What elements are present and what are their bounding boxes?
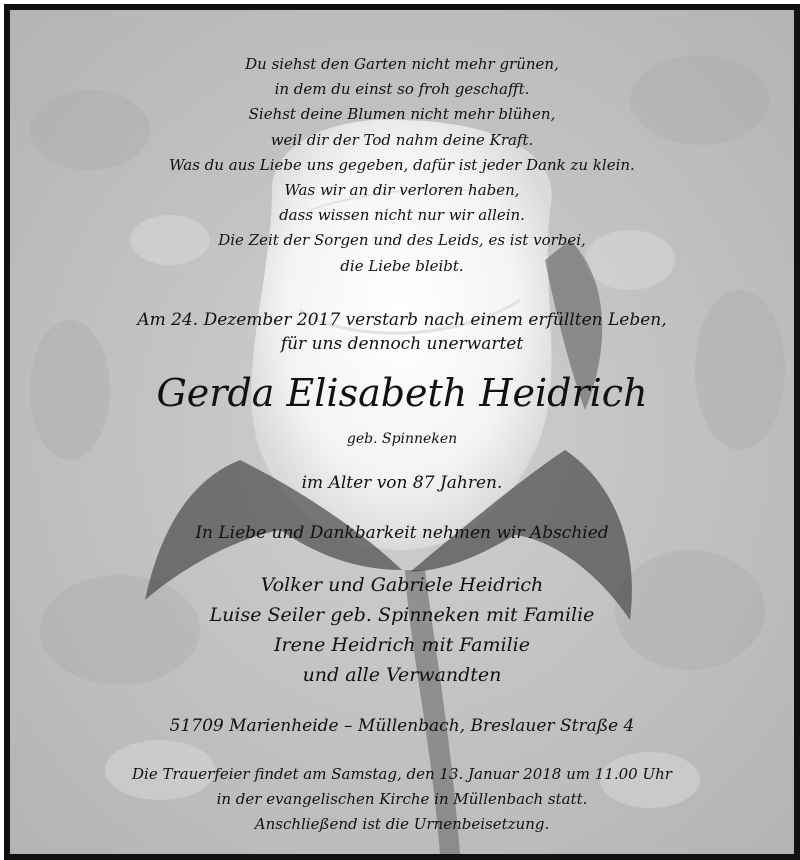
poem-line: Siehst deine Blumen nicht mehr blühen, (248, 105, 556, 124)
death-announcement (10, 308, 794, 356)
farewell-line: In Liebe und Dankbarkeit nehmen wir Abschied (195, 523, 609, 543)
poem-line: Du siehst den Garten nicht mehr grünen, (245, 55, 559, 73)
birth-name: geb. Spinneken (346, 431, 458, 447)
notice-text (10, 10, 794, 854)
family-address: 51709 Marienheide – Müllenbach, Breslauer Straße 4 (169, 716, 635, 736)
announcement-line: Am 24. Dezember 2017 verstarb nach einem erfüllten Leben, (137, 310, 667, 330)
poem-line: Was du aus Liebe uns gegeben, dafür ist jeder Dank zu klein. (169, 155, 635, 174)
announcement-line: für uns dennoch unerwartet (280, 334, 524, 354)
funeral-service-info (10, 762, 794, 837)
service-line: Die Trauerfeier findet am Samstag, den 13. Januar 2018 um 11.00 Uhr (132, 765, 672, 783)
mourner: Volker und Gabriele Heidrich (260, 574, 544, 596)
service-line: Anschließend ist die Urnenbeisetzung. (254, 815, 550, 833)
poem-line: die Liebe bleibt. (340, 256, 464, 275)
poem-line: Die Zeit der Sorgen und des Leids, es ist vorbei, (218, 231, 586, 250)
age-line: im Alter von 87 Jahren. (301, 473, 503, 493)
poem-line: in dem du einst so froh geschafft. (274, 80, 530, 99)
mourner: Irene Heidrich mit Familie (274, 634, 530, 656)
mourner: Luise Seiler geb. Spinneken mit Familie (209, 604, 595, 626)
poem-line: dass wissen nicht nur wir allein. (279, 206, 525, 225)
poem-line: Was wir an dir verloren haben, (284, 181, 520, 200)
mourners-list (10, 570, 794, 690)
memorial-poem (10, 52, 794, 279)
obituary-notice (4, 4, 800, 860)
mourner: und alle Verwandten (302, 664, 502, 686)
service-line: in der evangelischen Kirche in Müllenbach statt. (216, 790, 588, 808)
deceased-name: Gerda Elisabeth Heidrich (156, 371, 648, 415)
poem-line: weil dir der Tod nahm deine Kraft. (270, 130, 534, 149)
